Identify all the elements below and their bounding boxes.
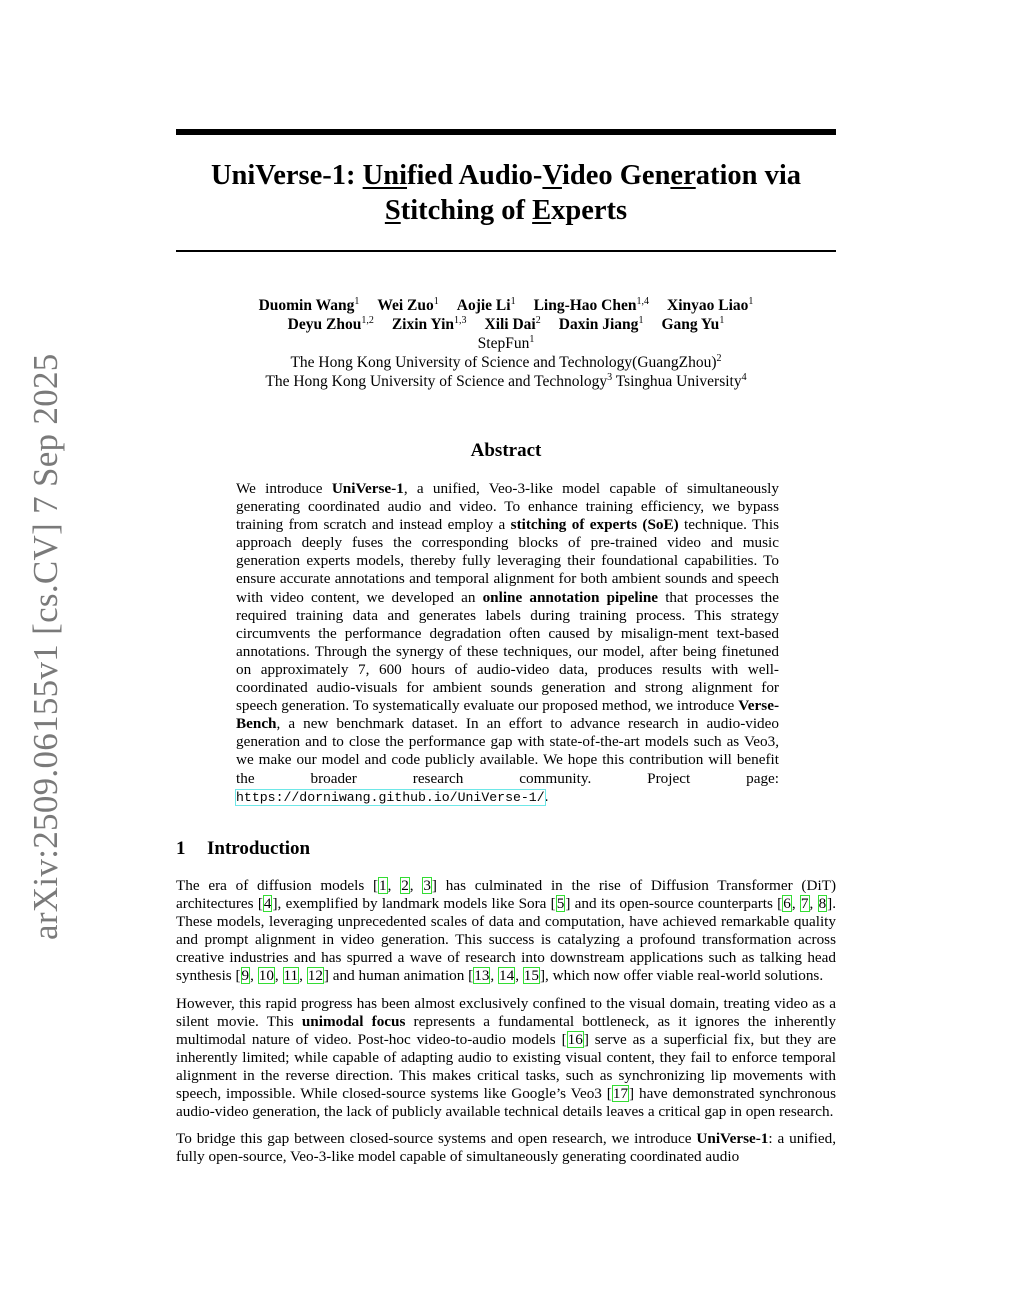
author-name: Aojie Li [456,297,511,314]
citation-link[interactable]: 6 [783,895,791,913]
intro-paragraph-3: To bridge this gap between closed-source systems and open research, we introduce UniVerse-1: a unified, fully open-source, Veo-3-like model capable of simultaneously generating coordinated audio [176,1130,836,1166]
project-page-link[interactable]: https://dorniwang.github.io/UniVerse-1/ [236,789,545,805]
affiliation-hkust-tsinghua: The Hong Kong University of Science and Technology$^3$ Tsinghua University$^4$ [265,372,747,390]
citation-link[interactable]: 8 [818,895,827,913]
author-row-2: Deyu Zhou$^{1,2}$ Zixin Yin$^{1,3}$ Xili Dai$^2$ Daxin Jiang$^1$ Gang Yu$^1$ [287,315,725,333]
title-top-rule [176,129,836,135]
introduction-body [176,877,836,1175]
author-name: Ling-Hao Chen [533,297,637,314]
citation-link[interactable]: 1 [379,877,387,894]
author-name: Wei Zuo [377,297,434,314]
citation-link[interactable]: 5 [556,895,565,913]
author-name: Duomin Wang [258,297,355,314]
citation-link[interactable]: 3 [423,877,431,894]
affiliation-stepfun: StepFun$^1$ [477,334,535,352]
citation-link[interactable]: 11 [283,967,299,985]
citation-link[interactable]: 16 [567,1030,583,1048]
author-name: Zixin Yin [391,316,454,333]
citation-link[interactable]: 15 [523,967,539,985]
author-name: Daxin Jiang [558,316,639,333]
title-bottom-rule [176,250,836,252]
author-name: Gang Yu [661,316,720,333]
author-block [176,296,836,391]
intro-paragraph-1: The era of diffusion models [1, 2, 3] has culminated in the rise of Diffusion Transformer (DiT) architectures [4], exemplified by landmark models like Sora [5] and its open-source counterparts [6, 7, 8]. These models, leveraging unprecedented scales of data and computation, have achieved remarkable quality and prompt alignment in video generation. This success is catalyzing a profound transformation across creative industries and has spurred a wave of research into downstream applications such as talking head synthesis [9, 10, 11, 12] and human animation [13, 14, 15], which now offer viable real-world solutions. [176,877,837,985]
section-heading-introduction: 1 Introduction [176,838,311,859]
arxiv-sidebar-stamp: arXiv:2509.06155v1 [cs.CV] 7 Sep 2025 [26,353,65,940]
author-row-1: Duomin Wang$^1$ Wei Zuo$^1$ Aojie Li$^1$ Ling-Hao Chen$^{1,4}$ Xinyao Liao$^1$ [258,296,754,314]
author-name: Xinyao Liao [667,297,749,314]
citation-link[interactable]: 14 [499,967,515,985]
author-name: Xili Dai [484,316,536,333]
citation-link[interactable]: 9 [241,967,250,985]
citation-link[interactable]: 7 [800,895,809,913]
citation-link[interactable]: 13 [474,967,490,985]
citation-link[interactable]: 12 [307,967,323,985]
author-name: Deyu Zhou [287,316,362,333]
citation-link[interactable]: 2 [401,877,409,894]
abstract-heading: Abstract [470,440,542,461]
paper-title: UniVerse-1: Unified Audio-Video Generation via Stitching of Experts [210,160,802,226]
citation-link[interactable]: 10 [258,967,274,985]
citation-link[interactable]: 4 [263,895,272,913]
intro-paragraph-2: However, this rapid progress has been almost exclusively confined to the visual domain, treating video as a silent movie. This unimodal focus represents a fundamental bottleneck, as it ignores the inherently multimodal nature of video. Post-hoc video-to-audio models [16] serve as a superficial fix, but they are inherently limited; while capable of adapting audio to existing visual content, they fail to enforce temporal alignment in the reverse direction. This makes critical tasks, such as synchronizing lip movements with speech, impossible. While closed-source systems like Google’s Veo3 [17] have demonstrated synchronous audio-video generation, the lack of publicly available technical details leaves a critical gap in open research. [176,994,837,1121]
citation-link[interactable]: 17 [612,1085,629,1103]
affiliation-hkust-gz: The Hong Kong University of Science and Technology(GuangZhou)$^2$ [290,353,722,371]
abstract-body: We introduce UniVerse-1, a unified, Veo-3-like model capable of simultaneously generating coordinated audio and video. To enhance training efficiency, we bypass training from scratch and instead employ a stitching of experts (SoE) technique. This approach deeply fuses the corresponding blocks of pre-trained video and music generation experts models, thereby fully leveraging their foundational capabilities. To ensure accurate annotations and temporal alignment for both ambient sounds and speech with video content, we developed an online annotation pipeline that processes the required training data and generates labels during training process. This strategy circumvents the performance degradation often caused by misalign-ment text-based annotations. Through the synergy of these techniques, our model, after being finetuned on approximately 7, 600 hours of audio-video data, produces results with well-coordinated audio-visuals for ambient sounds generation and strong alignment for speech generation. To systematically evaluate our proposed method, we introduce Verse-Bench, a new benchmark dataset. In an effort to advance research in audio-video generation and to close the performance gap with state-of-the-art models such as Veo3, we make our model and code publicly available. We hope this contribution will benefit the broader research community. Project page: https://dorniwang.github.io/UniVerse-1/. [236,480,780,805]
